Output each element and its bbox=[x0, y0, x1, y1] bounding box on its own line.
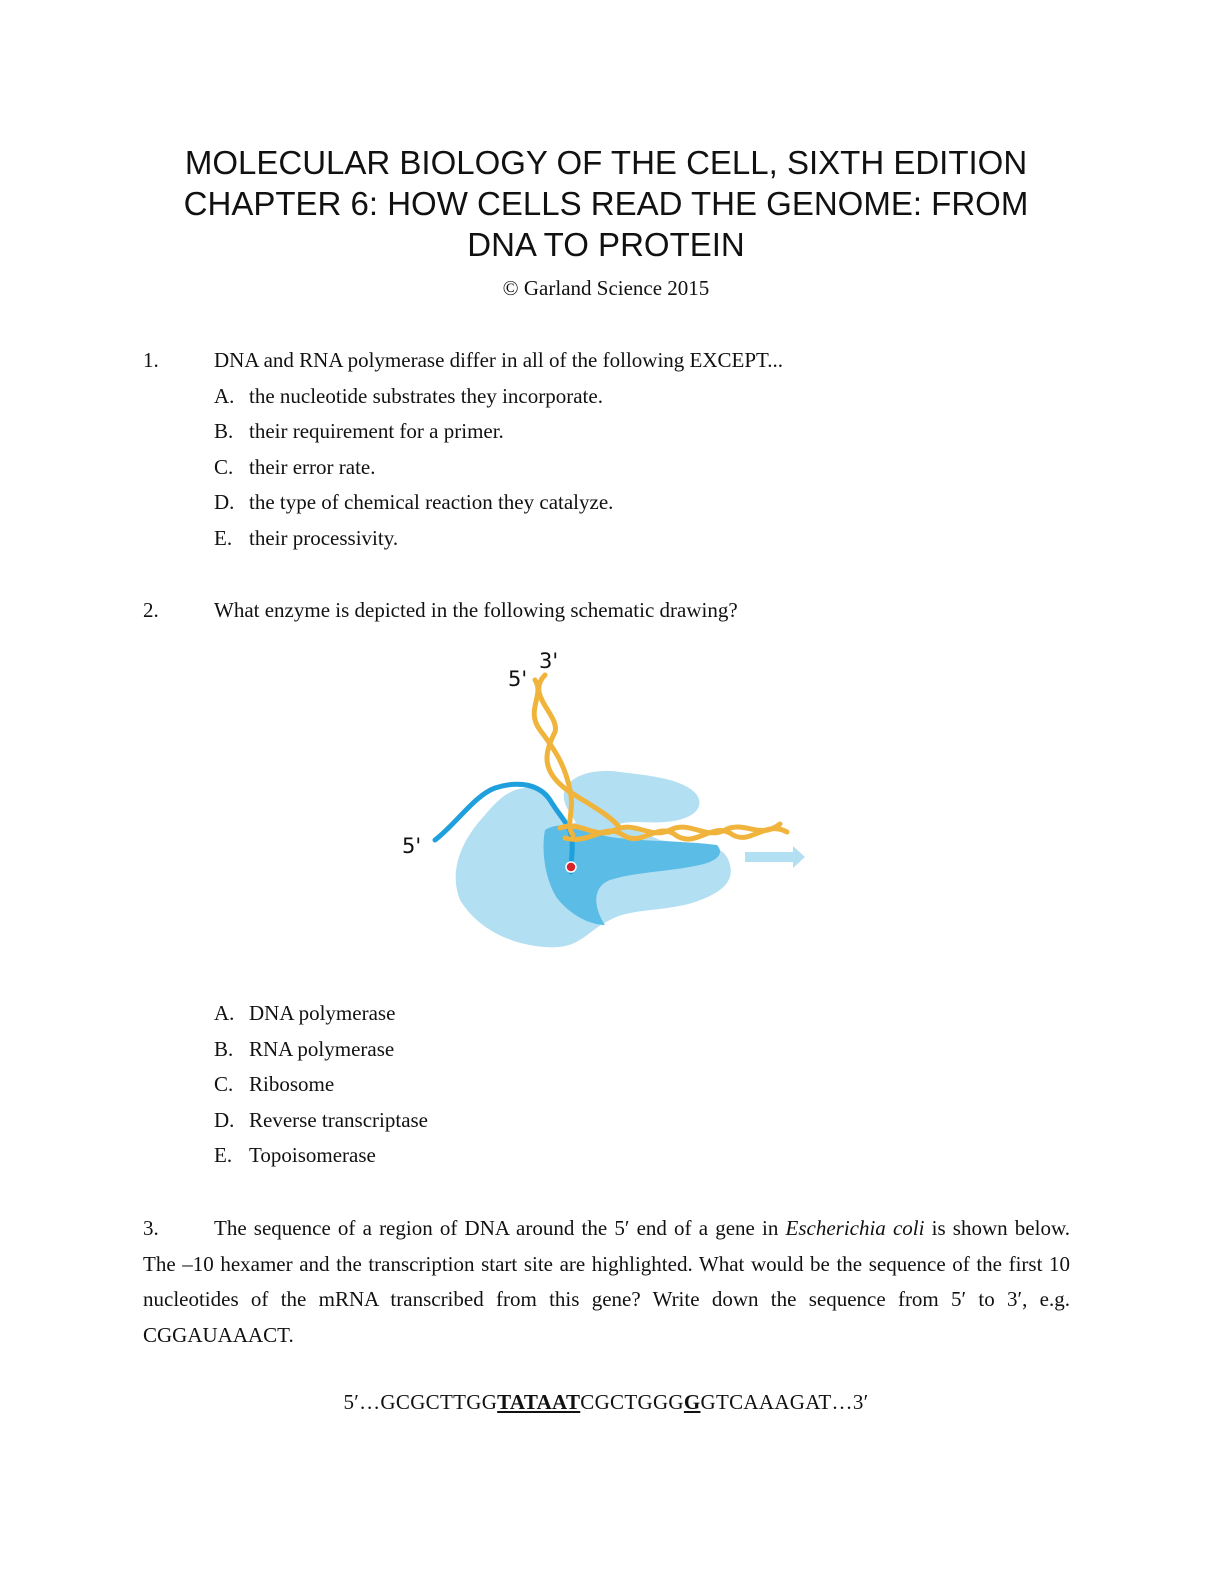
sequence-middle: CGCTGGG bbox=[580, 1390, 684, 1414]
q1-option-e: E. their processivity. bbox=[214, 526, 399, 550]
q1-option-c: C. their error rate. bbox=[214, 455, 376, 479]
label-5prime-left: 5' bbox=[402, 834, 422, 858]
q2-option-a: A. DNA polymerase bbox=[214, 1001, 396, 1025]
active-site-dot bbox=[566, 862, 576, 872]
q2-option-c: C. Ribosome bbox=[214, 1072, 335, 1096]
q2-option-d: D. Reverse transcriptase bbox=[214, 1108, 429, 1132]
direction-arrow-icon bbox=[745, 846, 805, 868]
sequence-prefix: 5′…GCGCTTGG bbox=[343, 1390, 498, 1414]
q2-option-b: B. RNA polymerase bbox=[214, 1037, 395, 1061]
title-line-3: DNA TO PROTEIN bbox=[467, 226, 745, 263]
label-5prime-top: 5' bbox=[508, 667, 528, 691]
question-3-text-b: is shown below. The –10 hexamer and the transcription start site are highlighted. What would be the sequence of the first 10 nucleotides of the mRNA transcribed from this gene? Write down the sequence from 5′ to 3′, e.g. CGGAUAAACT. bbox=[143, 1216, 1071, 1347]
title-line-1: MOLECULAR BIOLOGY OF THE CELL, SIXTH EDITION bbox=[184, 144, 1028, 181]
dna-sequence bbox=[0, 1390, 1212, 1415]
organism-name: Escherichia coli bbox=[785, 1216, 925, 1240]
q1-option-d: D. the type of chemical reaction they catalyze. bbox=[214, 490, 614, 514]
label-3prime-top: 3' bbox=[539, 649, 559, 673]
q1-option-b: B. their requirement for a primer. bbox=[214, 419, 504, 443]
question-3 bbox=[143, 1211, 1070, 1353]
copyright: © Garland Science 2015 bbox=[502, 276, 710, 300]
transcription-start-site: G bbox=[683, 1390, 701, 1414]
q2-option-e: E. Topoisomerase bbox=[214, 1143, 376, 1167]
question-2-number: 2. bbox=[143, 598, 159, 622]
minus-10-hexamer: TATAAT bbox=[497, 1390, 581, 1414]
document-title bbox=[0, 142, 1212, 265]
question-3-number: 3. bbox=[143, 1216, 159, 1240]
title-line-2: CHAPTER 6: HOW CELLS READ THE GENOME: FROM bbox=[183, 185, 1029, 222]
question-2-text: What enzyme is depicted in the following schematic drawing? bbox=[214, 598, 738, 622]
q1-option-a: A. the nucleotide substrates they incorporate. bbox=[214, 384, 603, 408]
question-1-number: 1. bbox=[143, 348, 159, 372]
polymerase-schematic bbox=[395, 640, 815, 960]
question-1-text: DNA and RNA polymerase differ in all of the following EXCEPT... bbox=[214, 348, 784, 372]
sequence-suffix: GTCAAAGAT…3′ bbox=[700, 1390, 869, 1414]
question-3-text-a: The sequence of a region of DNA around the 5′ end of a gene in bbox=[214, 1216, 786, 1240]
